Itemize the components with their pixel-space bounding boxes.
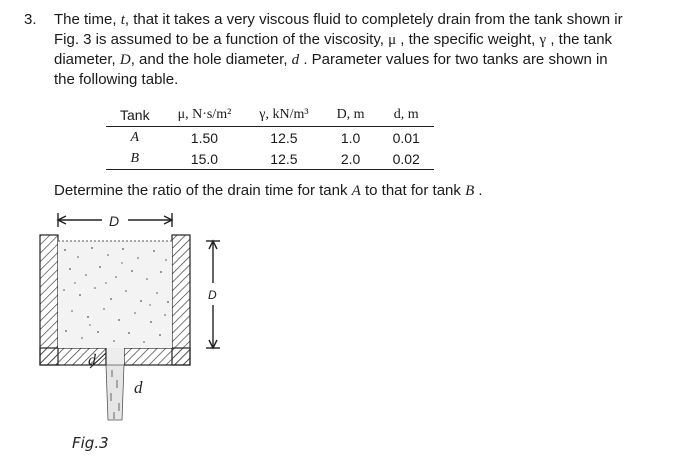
text-fragment: diameter,: [54, 51, 120, 68]
tank-figure: [20, 205, 250, 457]
header-specific-weight: γ, kN/m³: [245, 104, 322, 127]
parameter-table: [106, 104, 434, 170]
var-tank-b: B: [465, 183, 475, 199]
text-fragment: . Parameter values for two tanks are shown in: [299, 51, 608, 68]
var-tank-a: A: [351, 183, 361, 199]
table-row: [106, 148, 434, 170]
problem-line-2: [54, 30, 684, 50]
problem-line-4: the following table.: [54, 71, 179, 88]
table-cell: 1.0: [340, 129, 361, 146]
table-cell: 0.01: [392, 129, 420, 146]
var-d: d: [291, 52, 300, 68]
problem-line-3: [54, 50, 684, 70]
table-cell: 0.02: [379, 148, 434, 170]
header-tank-diameter: D, m: [323, 104, 379, 127]
table-row: [106, 127, 434, 149]
label-D-side: D: [208, 288, 217, 302]
text-fragment: The time,: [54, 11, 121, 28]
problem-line-1: [54, 10, 684, 30]
header-viscosity: μ, N·s/m²: [164, 104, 246, 127]
table-cell: 15.0: [164, 148, 246, 170]
header-tank: Tank: [106, 104, 164, 127]
question-text: [54, 182, 483, 200]
text-fragment: to that for tank: [360, 182, 466, 199]
drain-jet: [106, 348, 124, 420]
var-t: t: [120, 12, 125, 28]
text-fragment: , and the hole diameter,: [130, 51, 292, 68]
table-cell: 2.0: [323, 148, 379, 170]
label-d-hole: d: [88, 352, 96, 369]
var-D: D: [119, 52, 131, 68]
text-fragment: .: [474, 182, 483, 199]
table-cell: 1.50: [190, 129, 219, 146]
text-fragment: Fig. 3 is assumed to be a function of the viscosity,: [54, 31, 389, 48]
table-cell: 12.5: [245, 148, 322, 170]
table-cell: A: [130, 129, 140, 145]
problem-text: [54, 10, 684, 89]
var-mu: μ: [388, 32, 397, 48]
header-hole-diameter: d, m: [379, 104, 434, 127]
table-cell: 12.5: [270, 129, 298, 146]
label-d-jet: d: [134, 378, 143, 397]
text-fragment: , the tank: [546, 31, 613, 48]
table-header-row: [106, 104, 434, 127]
var-gamma: γ: [539, 32, 547, 48]
text-fragment: Determine the ratio of the drain time for tank: [54, 182, 352, 199]
problem-number: 3.: [24, 11, 37, 28]
text-fragment: , the specific weight,: [396, 31, 540, 48]
text-fragment: , that it takes a very viscous fluid to completely drain from the tank shown ir: [124, 11, 623, 28]
figure-caption: Fig.3: [72, 434, 109, 452]
table-cell: B: [106, 148, 164, 170]
problem-statement: [24, 10, 684, 89]
fluid: [58, 241, 172, 348]
label-D-top: D: [109, 213, 120, 229]
